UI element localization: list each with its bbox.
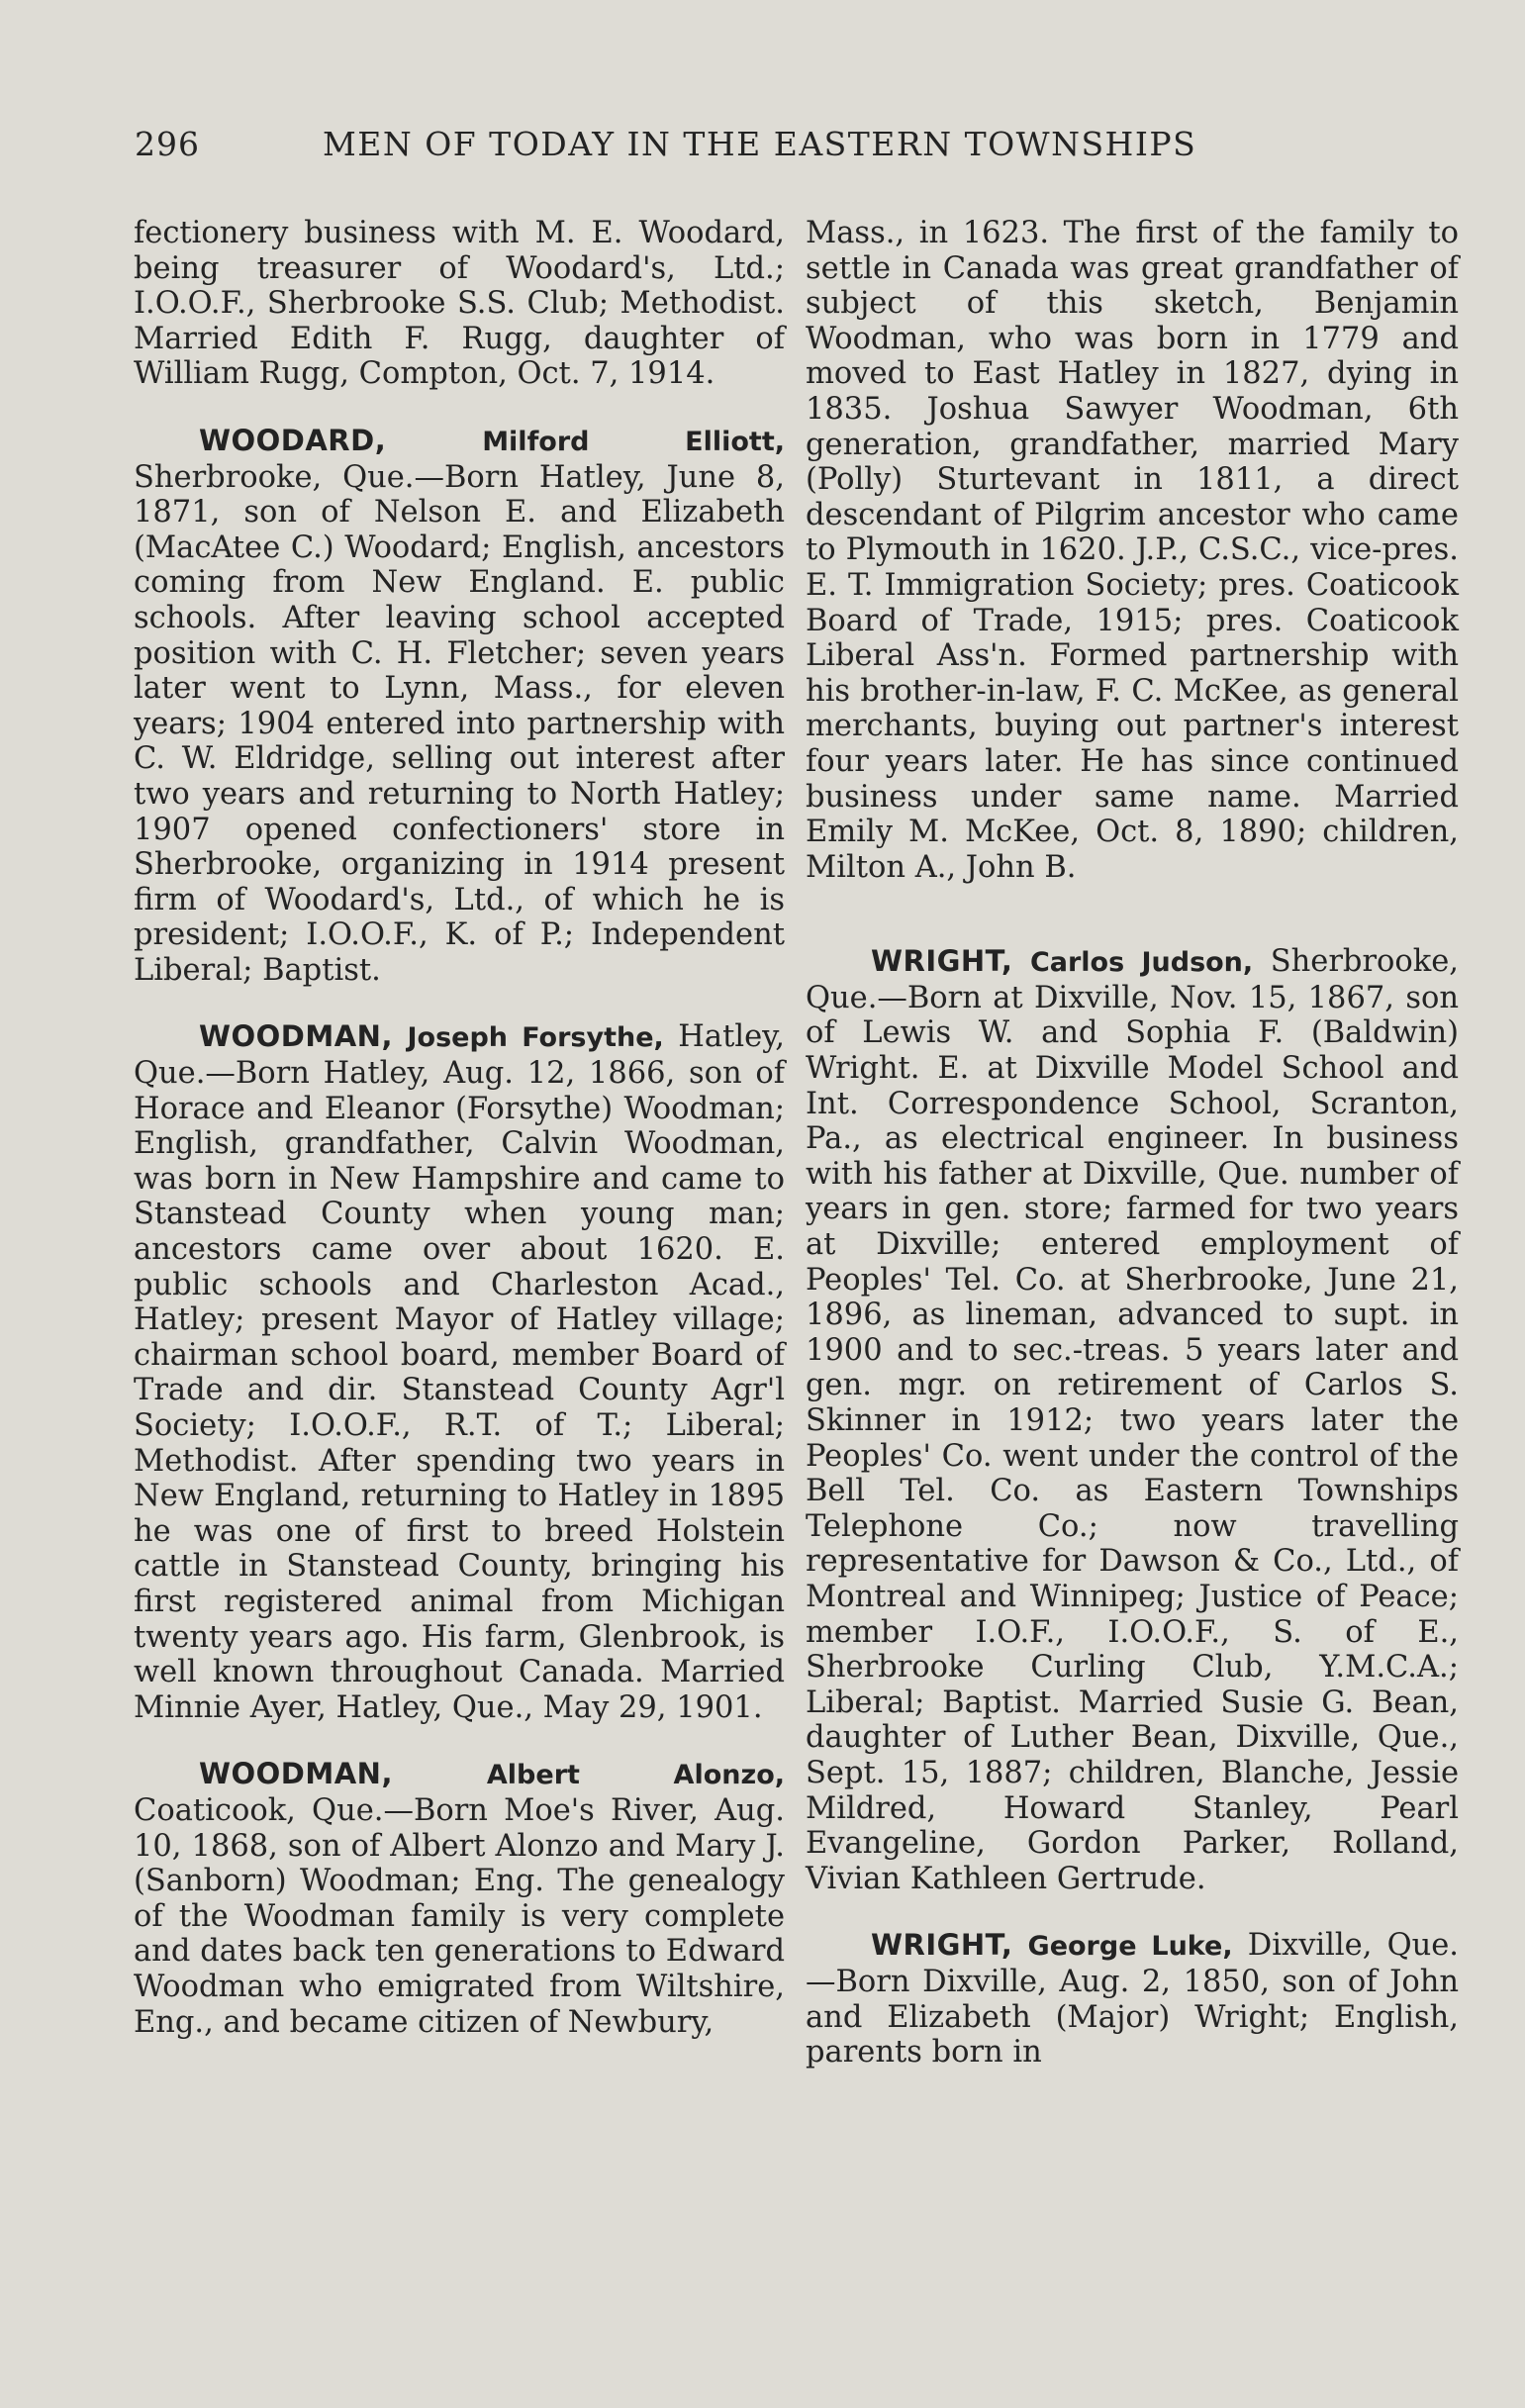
biography-entry [806,944,1459,1896]
entry-text: Sherbrooke, Que.—Born at Dixville, Nov. 15, 1867, son of Lewis W. and Sophia F. (Baldwin) Wright. E. at Dixville Model School and Int. Correspondence School, Scranton, Pa., as electrical engineer. In business with his father at Dixville, Que. number of years in gen. store; farmed for two years at Dixville; entered employment of Peoples' Tel. Co. at Sherbrooke, June 21, 1896, as lineman, advanced to supt. in 1900 and to sec.-treas. 5 years later and gen. mgr. on retirement of Carlos S. Skinner in 1912; two years later the Peoples' Co. went under the control of the Bell Tel. Co. as Eastern Townships Telephone Co.; now travelling representative for Dawson & Co., Ltd., of Montreal and Winnipeg; Justice of Peace; member I.O.F., I.O.O.F., S. of E., Sherbrooke Curling Club, Y.M.C.A.; Liberal; Baptist. Married Susie G. Bean, daughter of Luther Bean, Dixville, Que., Sept. 15, 1887; children, Blanche, Jessie Mildred, Howard Stanley, Pearl Evangeline, Gordon Parker, Rolland, Vivian Kathleen Gertrude. [806,944,1459,1896]
continued-paragraph: fectionery business with M. E. Woodard, being treasurer of Woodard's, Ltd.; I.O.O.F., Sherbrooke S.S. Club; Methodist. Married Edith F. Rugg, daughter of William Rugg, Compton, Oct. 7, 1914. [134,216,785,392]
entry-text: Dixville, Que.—Born Dixville, Aug. 2, 1850, son of John and Elizabeth (Major) Wright; English, parents born in [806,1928,1459,2071]
entry-text: Sherbrooke, Que.—Born Hatley, June 8, 1871, son of Nelson E. and Elizabeth (MacAtee C.) Woodard; English, ancestors coming from New England. E. public schools. After leaving school accepted position with C. H. Fletcher; seven years later went to Lynn, Mass., for eleven years; 1904 entered into partnership with C. W. Eldridge, selling out interest after two years and returning to North Hatley; 1907 opened confectioners' store in Sherbrooke, organizing in 1914 present firm of Woodard's, Ltd., of which he is president; I.O.O.F., K. of P.; Independent Liberal; Baptist. [134,459,785,988]
right-column [806,216,1459,2071]
left-column [134,216,785,2040]
biography-entry [134,1757,785,2040]
entry-given-names: Joseph Forsythe, [407,1022,664,1054]
entry-text: Coaticook, Que.—Born Moe's River, Aug. 10, 1868, son of Albert Alonzo and Mary J. (Sanborn) Woodman; Eng. The genealogy of the Woodman family is very complete and dates back ten generations to Edward Woodman who emigrated from Wiltshire, Eng., and became citizen of Newbury, [134,1792,785,2040]
entry-given-names: Carlos Judson, [1029,947,1254,979]
running-head: MEN OF TODAY IN THE EASTERN TOWNSHIPS [323,125,1197,163]
entry-surname: WRIGHT, [871,1928,1013,1963]
page-number: 296 [135,125,200,163]
entry-given-names: Milford Elliott, [482,426,785,457]
biography-entry [806,1928,1459,2070]
entry-surname: WRIGHT, [871,944,1013,979]
page-header [135,125,1283,168]
entry-text: Hatley, Que.—Born Hatley, Aug. 12, 1866, son of Horace and Eleanor (Forsythe) Woodman; English, grandfather, Calvin Woodman, was born in New Hampshire and came to Stanstead County when young man; ancestors came over about 1620. E. public schools and Charleston Acad., Hatley; present Mayor of Hatley village; chairman school board, member Board of Trade and dir. Stanstead County Agr'l Society; I.O.O.F., R.T. of T.; Liberal; Methodist. After spending two years in New England, returning to Hatley in 1895 he was one of first to breed Holstein cattle in Stanstead County, bringing his first registered animal from Michigan twenty years ago. His farm, Glenbrook, is well known throughout Canada. Married Minnie Ayer, Hatley, Que., May 29, 1901. [134,1019,785,1725]
entry-given-names: George Luke, [1027,1931,1233,1963]
entry-given-names: Albert Alonzo, [486,1760,785,1791]
biography-entry [134,424,785,989]
entry-surname: WOODMAN, [199,1757,393,1791]
entry-surname: WOODARD, [199,423,387,457]
continued-paragraph: Mass., in 1623. The first of the family to settle in Canada was great grandfather of subject of this sketch, Benjamin Woodman, who was born in 1779 and moved to East Hatley in 1827, dying in 1835. Joshua Sawyer Woodman, 6th generation, grandfather, married Mary (Polly) Sturtevant in 1811, a direct descendant of Pilgrim ancestor who came to Plymouth in 1620. J.P., C.S.C., vice-pres. E. T. Immigration Society; pres. Coaticook Board of Trade, 1915; pres. Coaticook Liberal Ass'n. Formed partnership with his brother-in-law, F. C. McKee, as general merchants, buying out partner's interest four years later. He has since continued business under same name. Married Emily M. McKee, Oct. 8, 1890; children, Milton A., John B. [806,216,1459,885]
biography-entry [134,1019,785,1725]
entry-surname: WOODMAN, [199,1019,393,1054]
